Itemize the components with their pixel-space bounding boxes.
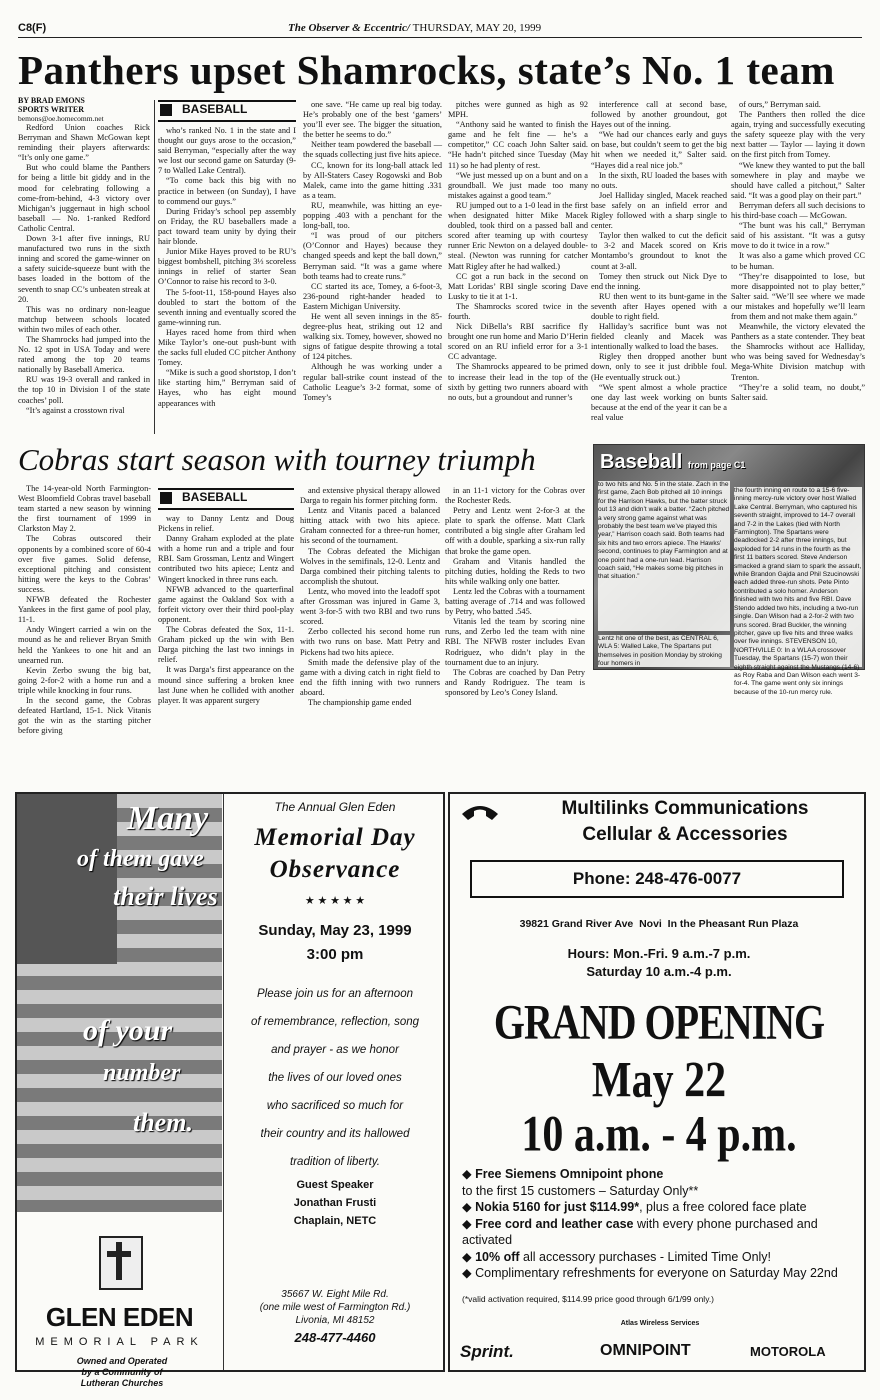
- paragraph: Zerbo collected his second home run with two runs on base. Matt Petry and Pickens had two hits apiece.: [300, 627, 440, 657]
- cemetery-phone: 248-477-4460: [294, 1330, 376, 1345]
- speaker-title: Chaplain, NETC: [293, 1215, 377, 1227]
- address-line-3: Livonia, MI 48152: [295, 1315, 375, 1326]
- offer-4: ◆ 10% off all accessory purchases - Limited Time Only!: [462, 1249, 772, 1264]
- paragraph: “We knew they wanted to put the ball somewhere in play and maybe we should have called a pitchout,” Salter said. “It was a good play on their part.”: [731, 160, 865, 200]
- paragraph: CC, known for its long-ball attack led by All-Staters Casey Rogowski and Bob Malek, came into the game hitting .331 as a team.: [303, 160, 442, 200]
- stars-decoration: ★ ★ ★ ★ ★: [304, 895, 366, 907]
- store-hours-saturday: Saturday 10 a.m.-4 p.m.: [586, 964, 732, 979]
- paragraph: “To come back this big with no practice in between (on Sunday), I have to commend our guys.”: [158, 176, 296, 206]
- offer-list: [462, 1166, 858, 1282]
- byline: BY BRAD EMONS: [18, 96, 85, 105]
- offer-3-rest: with every phone purchased and activated: [462, 1216, 818, 1247]
- page-number: C8(F): [18, 22, 47, 34]
- invite-line-1: Please join us for an afternoon: [257, 988, 413, 1000]
- story2-col3-text: [300, 486, 440, 708]
- story1-col1-text: [18, 123, 150, 416]
- story2-headline: Cobras start season with tourney triumph: [18, 442, 536, 477]
- paragraph: Vitanis led the team by scoring nine runs, and Zerbo led the team with nine RBI. The NFWB roster includes Evan Rodriguez, who didn’t play in the tournament due to an injury.: [445, 617, 585, 667]
- paragraph: Berryman defers all such decisions to his third-base coach — McGowan.: [731, 200, 865, 221]
- glen-eden-logo: GLEN EDEN: [45, 1302, 194, 1332]
- paragraph: He went all seven innings in the 85-degree-plus heat, striking out 12 and walking six. Tomey, however, showed no signs of fatigue despite throwing a total of 124 pitches.: [303, 311, 442, 362]
- store-hours-weekday: Hours: Mon.-Fri. 9 a.m.-7 p.m.: [567, 946, 751, 961]
- multilinks-ad: [448, 792, 866, 1372]
- paragraph: “The bunt was his call,” Berryman said of his assistant. “It was a gutsy move to do it twice in a row.”: [731, 221, 865, 251]
- sidebar-left-caption: to two hits and No. 5 in the state. Zach in the first game, Zach Bob pitched all 10 innings for the Harrison Hawks, but the batter struck out 13 and didn’t walk a batter. “Zach pitched a very strong game against what was probably the best team we’ve played this year,” Harrison coach said. Both teams had six hits and two errors apiece. The Hawks’ second, continues to play Farmington and at one point had a one-run lead. Harrison coach said, “He makes some big pitches in that situation.”: [598, 481, 730, 631]
- owned-line-2: by a Community of: [81, 1367, 163, 1377]
- event-date: Sunday, May 23, 1999: [258, 922, 412, 939]
- paragraph: “We just messed up on a bunt and on a groundball. We just made too many mistakes against a good team.”: [448, 170, 588, 200]
- opening-date: May 22: [591, 1053, 727, 1109]
- church-logo-icon: [99, 1236, 143, 1290]
- paragraph: “They’re disappointed to lose, but more disappointed not to play better,” Salter said. “We’ll see where we made our mistakes and hopefully we’ll learn from them and not make them again.”: [731, 271, 865, 321]
- motorola-logo: MOTOROLA: [750, 1344, 826, 1359]
- story2-column-3: [300, 486, 440, 780]
- american-flag-image: [17, 794, 222, 1212]
- issue-date: THURSDAY, MAY 20, 1999: [412, 22, 542, 34]
- offer-2: ◆ Nokia 5160 for just $114.99*, plus a free colored face plate: [462, 1200, 807, 1214]
- paragraph: “We spent almost a whole practice one day last week working on bunts because at the end of the year it can be a real value: [591, 382, 727, 422]
- story1-col5-text: [591, 100, 727, 423]
- cross-icon: [101, 1238, 137, 1284]
- paragraph: It was Darga’s first appearance on the mound since suffering a broken knee last June when he collided with another player. It was apparent surgery: [158, 665, 294, 705]
- invitation-text: [227, 980, 443, 1176]
- paragraph: Andy Wingert carried a win on the mound as he and reliever Bryan Smith held the Yankees to one hit and an unearned run.: [18, 625, 151, 665]
- story2-column-4: [445, 486, 585, 780]
- baseball-sidebar-photo: [593, 444, 865, 696]
- paragraph: RU was 19-3 overall and ranked in the top 10 in Division I of the state coaches’ poll.: [18, 375, 150, 405]
- invite-line-5: who sacrificed so much for: [266, 1100, 404, 1112]
- section-tag-baseball: [158, 100, 296, 122]
- paragraph: Rigley then dropped another bunt down, only to see it just dribble foul. (He eventually struck out.): [591, 352, 727, 382]
- offer-2-rest: , plus a free colored face plate: [639, 1200, 807, 1214]
- event-time: 3:00 pm: [306, 946, 364, 963]
- address-line-2: (one mile west of Farmington Rd.): [259, 1302, 411, 1313]
- paragraph: Taylor then walked to cut the deficit to 3-2 and Macek scored on Kris Montambo’s groundout to knot the count at 3-all.: [591, 231, 727, 271]
- ownership-text: [57, 1356, 187, 1389]
- story1-column-5: [591, 100, 727, 436]
- story1-headline: Panthers upset Shamrocks, state’s No. 1 team: [18, 47, 835, 93]
- grand-opening-banner: GRAND OPENING: [493, 993, 825, 1050]
- store-address: 39821 Grand River Ave Novi In the Pheasant Run Plaza: [519, 918, 799, 930]
- paragraph: During Friday’s school pep assembly on Friday, the RU baseballers made a pact toward team unity by dying their hair blonde.: [158, 206, 296, 247]
- paragraph: “We had our chances early and guys on base, but couldn’t seem to get the big hit when we needed it,” Salter said. “Hayes did a real nice job.”: [591, 130, 727, 170]
- offer-1: ◆ Free Siemens Omnipoint phone to the first 15 customers – Saturday Only**: [462, 1167, 699, 1198]
- atlas-logo: Atlas Wireless Services: [620, 1320, 700, 1327]
- column-rule: [154, 100, 155, 434]
- tag-square-icon: [160, 104, 172, 116]
- publication-name: [288, 22, 541, 34]
- paragraph: CC got a run back in the second on Matt Loridas’ RBI single scoring Dave Lusky to tie it at 1-1.: [448, 271, 588, 301]
- memorial-title-1: Memorial Day: [254, 824, 416, 851]
- paragraph: Neither team powdered the baseball — the squads collecting just five hits apiece.: [303, 140, 442, 160]
- paragraph: It was also a game which proved CC to be human.: [731, 251, 865, 271]
- fine-print: (*valid activation required, $114.99 price good through 6/1/99 only.): [462, 1294, 715, 1304]
- paragraph: In the sixth, RU loaded the bases with no outs.: [591, 170, 727, 190]
- offer-5: ◆ Complimentary refreshments for everyone on Saturday May 22nd: [462, 1266, 838, 1280]
- sidebar-title-text: Baseball: [600, 451, 683, 473]
- story2-column-2: [158, 488, 294, 780]
- invite-line-6: their country and its hallowed: [260, 1128, 410, 1140]
- invite-line-3: and prayer - as we honor: [271, 1044, 399, 1056]
- paragraph: Junior Mike Hayes proved to be RU’s biggest bombshell, pitching 3⅓ scoreless innings in relief of starter Sean O’Connor to raise his record to 3-0.: [158, 247, 296, 287]
- page-folio: [18, 22, 862, 38]
- flag-script-4: of your: [83, 1014, 173, 1047]
- paragraph: way to Danny Lentz and Doug Pickens in relief.: [158, 514, 294, 534]
- story1-col4-text: [448, 100, 588, 403]
- paragraph: who’s ranked No. 1 in the state and I thought our guys arose to the occasion,” said Berryman, “especially after the way we lost our second game on Saturday (9-7 to Walled Lake Central).: [158, 126, 296, 176]
- tag-label: BASEBALL: [182, 490, 248, 504]
- paragraph: “Anthony said he wanted to finish the game and he felt fine — he’s a competitor,” CC coach John Salter said. “He hadn’t pitched since Tuesday (May 11) so he had plenty of rest.: [448, 120, 588, 170]
- phone-logo-icon: [458, 800, 502, 828]
- invite-line-2: of remembrance, reflection, song: [250, 1016, 420, 1028]
- sidebar-bottom-caption: Lentz hit one of the best, as CENTRAL 6, WLA 5: Walled Lake, The Spartans put themselves in position Monday by stroking four homers in: [598, 635, 730, 667]
- tag-label: BASEBALL: [182, 102, 248, 116]
- paragraph: Lentz led the Cobras with a tournament batting average of .714 and was followed by Petry, who batted .545.: [445, 586, 585, 617]
- story1-col2-text: [158, 126, 296, 409]
- paragraph: But who could blame the Panthers for being a little bit giddy and in the mood for celebrating following a come-from-behind, 4-3 victory over Michigan’s juggernaut in high school baseball — No. 1-ranked Redford Catholic Central.: [18, 163, 150, 233]
- memorial-title-2: Observance: [269, 856, 401, 883]
- store-tagline: Cellular & Accessories: [582, 824, 788, 845]
- paragraph: Lentz, who moved into the leadoff spot after Grossman was injured in Game 3, went 3-for-5 with two RBI and two runs scored.: [300, 586, 440, 627]
- paragraph: This was no ordinary non-league matchup between schools located within two miles of each other.: [18, 304, 150, 334]
- story2-col1-text: [18, 484, 151, 736]
- paragraph: Lentz and Vitanis paced a balanced hitting attack with two hits apiece. Graham connected for a three-run homer, his second of the tournament.: [300, 506, 440, 546]
- paragraph: Redford Union coaches Rick Berryman and Shawn McGowan kept reminding their players afterwards: “It’s only one game.”: [18, 123, 150, 163]
- paragraph: interference call at second base, followed by another groundout, got Hayes out of the inning.: [591, 100, 727, 130]
- tag-square-icon: [160, 492, 172, 504]
- story1-column-6: [731, 100, 865, 436]
- paragraph: Petry and Lentz went 2-for-3 at the plate to spark the offense. Matt Clark contributed a big single after Graham led off with a double, sparking a six-run rally that broke the game open.: [445, 506, 585, 556]
- paragraph: The 5-foot-11, 158-pound Hayes also doubled to start the bottom of the seventh inning and eventually scored the game-winning run.: [158, 287, 296, 327]
- owned-line-1: Owned and Operated: [76, 1356, 168, 1366]
- sidebar-right-caption: the fourth inning en route to a 15-6 five-inning mercy-rule victory over host Walled Lake Central. Berryman, who captured his seventh straight, improved to 14-7 overall and 7-2 in the Lakes (tied with North Farmington). The Spartans were deadlocked 2-2 after three innings, but exploded for 14 runs in the fourth as the first 11 batters scored. Steve Anderson smacked a grand slam to spark the assault, while Brandon Gajda and Phil Szucinowski each added three-run shots. Pete Pinto contributed a solo homer. Anderson finished with two hits and five RBI. Dave Stendo added two hits, including a two-run single. Dan Wilson had a 2-for-2 with two runs scored. Brad Buckler, the winning pitcher, gave up five hits and three walks over five innings. STEVENSON 10, NORTHVILLE 0: In a WLAA crossover Tuesday, the Spartans (15-7) won their eighth straight against the Mustangs (14-6) as Roy Raba and Dan Wilson each went 3-for-4. The game went only six innings because of the 10-run mercy rule.: [734, 487, 862, 696]
- paragraph: The Cobras defeated the Michigan Wolves in the semifinals, 12-0. Lentz and Darga combined their pitching talents to accomplish the shutout.: [300, 546, 440, 586]
- offer-4-bold: 10% off: [475, 1249, 520, 1264]
- story1-col6-text: [731, 100, 865, 403]
- byline-title: SPORTS WRITER: [18, 105, 85, 114]
- offer-1-bold: Free Siemens Omnipoint phone: [475, 1167, 664, 1181]
- flag-script-2: of them gave: [77, 846, 204, 872]
- paragraph: RU then went to its bunt-game in the seventh after Hayes opened with a double to right field.: [591, 291, 727, 321]
- opening-time: 10 a.m. - 4 p.m.: [521, 1107, 797, 1163]
- offer-4-rest: all accessory purchases - Limited Time Only!: [519, 1249, 772, 1264]
- paragraph: The Cobras are coached by Dan Petry and Randy Rodriguez. The team is sponsored by Leo’s Coney Island.: [445, 667, 585, 697]
- story1-column-2: [158, 100, 296, 436]
- cemetery-address: [227, 1288, 443, 1327]
- paragraph: CC started its ace, Tomey, a 6-foot-3, 236-pound right-hander headed to Eastern Michigan University.: [303, 281, 442, 311]
- paragraph: Smith made the defensive play of the game with a diving catch in right field to end the fifth inning with two runners aboard.: [300, 657, 440, 697]
- invite-line-7: tradition of liberty.: [290, 1156, 380, 1168]
- flag-script-1: Many: [127, 800, 209, 837]
- story1-column-1: [18, 96, 150, 436]
- story2-col4-text: [445, 486, 585, 698]
- offer-1-rest: to the first 15 customers – Saturday Only**: [462, 1183, 699, 1198]
- flag-script-6: them.: [133, 1108, 193, 1137]
- paragraph: Hayes raced home from third when Mike Taylor’s one-out push-bunt with the sacks full eluded CC pitcher Anthony Tomey.: [158, 327, 296, 368]
- memorial-park-logo: MEMORIAL PARK: [35, 1336, 204, 1348]
- paragraph: “They’re a solid team, no doubt,” Salter said.: [731, 382, 865, 402]
- paragraph: Although he was working under a regular ball-strike count instead of the Catholic League’s 3-2 format, some of Tomey’s: [303, 362, 442, 402]
- omnipoint-logo: OMNIPOINT: [600, 1342, 691, 1359]
- paragraph: The Shamrocks appeared to be primed to increase their lead in the top of the sixth by getting two runners aboard with no outs, but a groundout and runner’s: [448, 362, 588, 402]
- story2-column-1: [18, 484, 151, 780]
- address-line-1: 35667 W. Eight Mile Rd.: [281, 1289, 389, 1300]
- story1-column-4: [448, 100, 588, 436]
- paragraph: NFWB advanced to the quarterfinal game against the Oakland Sox with a forfeit victory over their third pool-play opponent.: [158, 584, 294, 624]
- story1-col3-text: [303, 100, 442, 403]
- ad-divider: [223, 794, 224, 1370]
- byline-email: bemons@oe.homecomm.net: [18, 114, 104, 123]
- story2-col2-text: [158, 514, 294, 706]
- glen-eden-ad: [15, 792, 445, 1388]
- flag-canton: [17, 794, 117, 964]
- paragraph: RU, meanwhile, was hitting an eye-popping .403 with a penchant for the long-ball, too.: [303, 200, 442, 231]
- paragraph: Nick DiBella’s RBI sacrifice fly brought one run home and Mario D’Herin scored on an RU infield error for a 3-1 CC advantage.: [448, 322, 588, 362]
- invite-line-4: the lives of our loved ones: [268, 1072, 402, 1084]
- memorial-intro: The Annual Glen Eden: [274, 800, 396, 814]
- paragraph: NFWB defeated the Rochester Yankees in the first game of pool play, 11-1.: [18, 595, 151, 625]
- paragraph: Halliday’s sacrifice bunt was not fielded cleanly and Macek was intentionally walked to load the bases.: [591, 322, 727, 352]
- paragraph: one save. “He came up real big today. He’s probably one of the best ‘gamers’ you’ll ever see. The bigger the situation, the better he seems to do.”: [303, 100, 442, 140]
- paragraph: and extensive physical therapy allowed Darga to regain his former pitching form.: [300, 486, 440, 506]
- paragraph: The Shamrocks scored twice in the fourth.: [448, 301, 588, 321]
- paragraph: The Cobras outscored their opponents by a combined score of 60-4 over five games. Solid defense, exceptional pitching and consistent hitting were the keys to the Cobras’ success.: [18, 534, 151, 594]
- offer-5-rest: Complimentary refreshments for everyone on Saturday May 22nd: [475, 1266, 838, 1280]
- paragraph: in an 11-1 victory for the Cobras over the Rochester Reds.: [445, 486, 585, 506]
- paragraph: In the second game, the Cobras defeated Hartland, 15-1. Nick Vitanis got the win as the starting pitcher before giving: [18, 695, 151, 736]
- paragraph: The 14-year-old North Farmington-West Bloomfield Cobras travel baseball team started a new season by winning the first tournament of 1999 in Clarkston May 2.: [18, 484, 151, 534]
- store-name: Multilinks Communications: [561, 798, 809, 819]
- paragraph: Tomey then struck out Nick Dye to end the inning.: [591, 271, 727, 291]
- paragraph: Graham and Vitanis handled the pitching duties, holding the Reds to two hits while walking only one batter.: [445, 556, 585, 586]
- paragraph: Danny Graham exploded at the plate with a home run and a triple and four RBI. Sam Grossman, Lentz and Wingert contributed two hits apiece; Lentz and Wingert knocked in three runs each.: [158, 534, 294, 584]
- paragraph: Joel Halliday singled, Macek reached base safely on an infield error and Rigley followed with a sharp single to center.: [591, 190, 727, 231]
- speaker-name: Jonathan Frusti: [293, 1197, 377, 1209]
- paragraph: “Mike is such a good shortstop, I don’t like starting him,” Berryman said of Hayes, who has eight mound appearances with: [158, 368, 296, 408]
- paragraph: The Panthers then rolled the dice again, trying and successfully executing the safety squeeze play with the very next batter — Taylor — laying it down on the first pitch from Tomey.: [731, 110, 865, 160]
- owned-line-3: Lutheran Churches: [80, 1378, 164, 1388]
- paragraph: “I was proud of our pitchers (O’Connor and Hayes) because they changed speeds and kept the ball down,” Berryman said. “It was a game where both teams had to create runs.”: [303, 231, 442, 281]
- section-tag-baseball-2: [158, 488, 294, 510]
- paragraph: Kevin Zerbo swung the big bat, going 2-for-2 with a home run and a triple while knocking in four runs.: [18, 665, 151, 695]
- publication-title: The Observer & Eccentric/: [288, 22, 410, 34]
- paragraph: Down 3-1 after five innings, RU manufactured two runs in the sixth inning and scored the game-winner on a safety suicide-squeeze bunt with the bases loaded in the bottom of the seventh to snap CC’s unbeaten streak at 20.: [18, 234, 150, 304]
- offer-3-bold: Free cord and leather case: [475, 1216, 634, 1231]
- paragraph: pitches were gunned as high as 92 MPH.: [448, 100, 588, 120]
- telephone-icon: [458, 800, 502, 828]
- paragraph: of ours,” Berryman said.: [739, 100, 821, 109]
- paragraph: The Shamrocks had jumped into the No. 12 spot in USA Today and were rated among the top 20 teams nationally by Baseball America.: [18, 334, 150, 375]
- offer-3: ◆ Free cord and leather case with every phone purchased and activated: [462, 1216, 818, 1247]
- sidebar-subtitle: from page C1: [687, 460, 746, 470]
- story1-column-3: [303, 100, 442, 436]
- flag-script-5: number: [103, 1060, 181, 1086]
- sprint-logo: Sprint.: [460, 1342, 514, 1361]
- speaker-label: Guest Speaker: [296, 1179, 374, 1191]
- paragraph: RU jumped out to a 1-0 lead in the first when designated hitter Mike Macek doubled, took third on a passed ball and scored after teaming up with courtesy runner Eric Newton on a delayed double-steal. (Newton was running for catcher Matt Rigley after he had walked.): [448, 200, 588, 271]
- paragraph: “It’s against a crosstown rival: [26, 405, 125, 415]
- guest-speaker: [227, 1176, 443, 1230]
- offer-2-bold: Nokia 5160 for just $114.99*: [475, 1200, 640, 1214]
- paragraph: The championship game ended: [308, 697, 412, 707]
- paragraph: Meanwhile, the victory elevated the Panthers as a state contender. They beat the Shamrocks without ace Halliday, who was being saved for Wednesday’s Mega-White Division matchup with Trenton.: [731, 322, 865, 382]
- flag-script-3: their lives: [113, 882, 218, 911]
- store-phone: Phone: 248-476-0077: [470, 860, 844, 898]
- sidebar-title: [600, 451, 745, 474]
- paragraph: The Cobras defeated the Sox, 11-1. Graham picked up the win with Ben Darga pitching the last two innings in relief.: [158, 625, 294, 665]
